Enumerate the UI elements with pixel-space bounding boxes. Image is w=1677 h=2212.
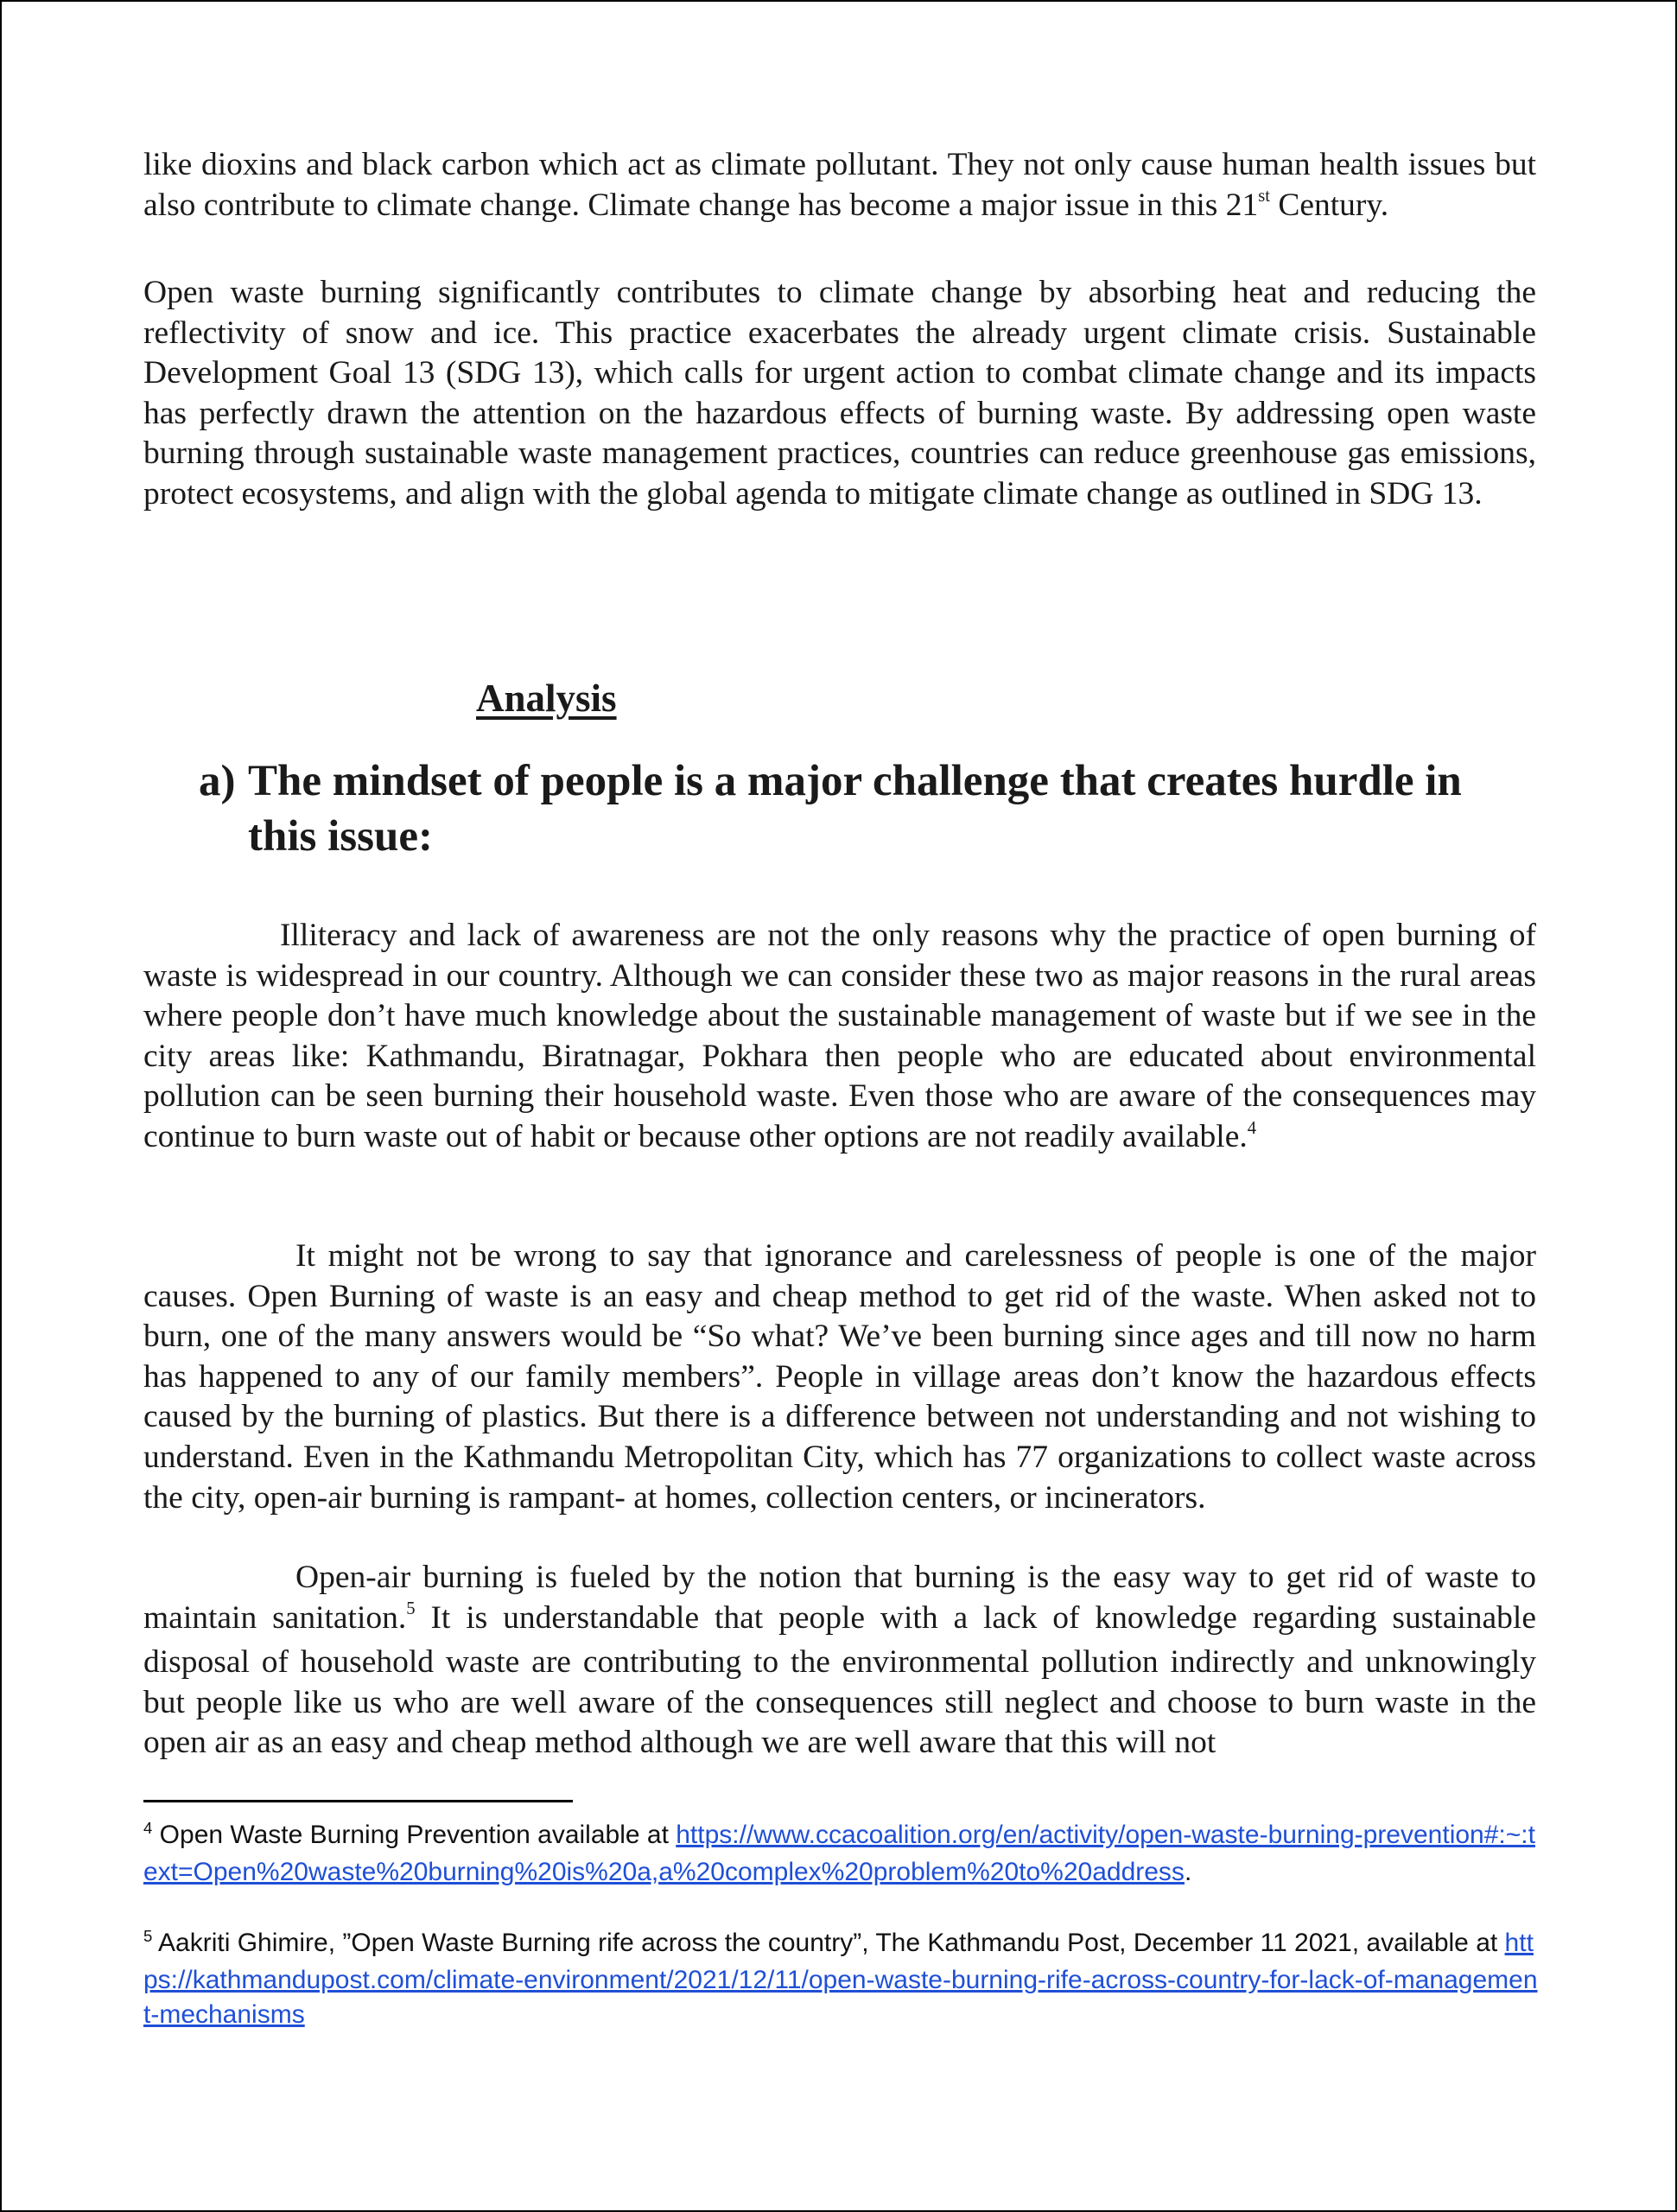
- footnote-4: [143, 1818, 1543, 1890]
- paragraph-illiteracy: [143, 916, 1536, 1162]
- sub-heading-text: The mindset of people is a major challenge that creates hurdle in this issue:: [248, 757, 1462, 861]
- sub-heading-mindset: [199, 753, 1540, 864]
- footnote-text: Open Waste Burning Prevention available at: [152, 1821, 677, 1849]
- paragraph-sdg13: Open waste burning significantly contributes to climate change by absorbing heat and reducing the reflectivity of snow and ice. This practice exacerbates the already urgent climate crisis. Sustainable Development Goal 13 (SDG 13), which calls for urgent action to combat climate change and its impacts has perfectly drawn the attention on the hazardous effects of burning waste. By addressing open waste burning through sustainable waste management practices, countries can reduce greenhouse gas emissions, protect ecosystems, and align with the global agenda to mitigate climate change as outlined in SDG 13.: [143, 275, 1536, 512]
- superscript-ordinal: st: [1258, 187, 1270, 207]
- paragraph-text-end: It is understandable that people with a lack of knowledge regarding sustainable disposal of household waste are contributing to the environmental pollution indirectly and unknowingly but people like us who are well aware of the consequences still neglect and choose to burn waste in the open air as an easy and cheap method although we are well aware that this will not: [143, 1599, 1536, 1761]
- footnote-link[interactable]: https://www.ccacoalition.org/en/activity/open-waste-burning-prevention#:~:text=Open%20waste%20burning%20is%20a,a%20complex%20problem%20to%20address: [143, 1821, 1535, 1886]
- paragraph-text: like dioxins and black carbon which act as climate pollutant. They not only cause human health issues but also contribute to climate change. Climate change has become a major issue in this 21: [143, 147, 1536, 223]
- footnote-end: .: [1184, 1858, 1192, 1886]
- paragraph-text-end: Century.: [1269, 187, 1389, 223]
- footnote-number: 4: [143, 1818, 153, 1837]
- list-marker: a): [199, 757, 236, 805]
- paragraph-text: Illiteracy and lack of awareness are not the only reasons why the practice of open burning of waste is widespread in our country. Although we can consider these two as major reasons in the rural areas where people don’t have much knowledge about the sustainable management of waste but if we see in the city areas like: Kathmandu, Biratnagar, Pokhara then people who are educated about environmental pollution can be seen burning their household waste. Even those who are aware of the consequences may continue to burn waste out of habit or because other options are not readily available.: [143, 918, 1536, 1154]
- footnote-link[interactable]: https://kathmandupost.com/climate-environment/2021/12/11/open-waste-burning-rife-across-country-for-lack-of-management-mechanisms: [143, 1929, 1538, 2029]
- paragraph-ignorance: It might not be wrong to say that ignorance and carelessness of people is one of the major causes. Open Burning of waste is an easy and cheap method to get rid of the waste. When asked not to burn, one of the many answers would be “So what? We’ve been burning since ages and till now no harm has happened to any of our family members”. People in village areas don’t know the hazardous effects caused by the burning of plastics. But there is a difference between not understanding and not wishing to understand. Even in the Kathmandu Metropolitan City, which has 77 organizations to collect waste across the city, open-air burning is rampant- at homes, collection centers, or incinerators.: [143, 1238, 1536, 1516]
- footnote-ref-4: 4: [1247, 1118, 1257, 1138]
- paragraph-open-air-burning: [143, 1558, 1536, 1764]
- section-heading-analysis: Analysis: [476, 677, 617, 720]
- footnote-5: [143, 1926, 1543, 2032]
- paragraph-climate-pollutants: [143, 145, 1536, 230]
- footnote-number: 5: [143, 1926, 153, 1945]
- paragraph-text: Open-air burning is fueled by the notion that burning is the easy way to get rid of waste to maintain sanitation.: [143, 1560, 1536, 1636]
- footnote-ref-5: 5: [406, 1599, 416, 1619]
- footnote-divider: [143, 1800, 573, 1802]
- footnote-text: Aakriti Ghimire, ”Open Waste Burning rife across the country”, The Kathmandu Post, December 11 2021, available at: [152, 1929, 1505, 1957]
